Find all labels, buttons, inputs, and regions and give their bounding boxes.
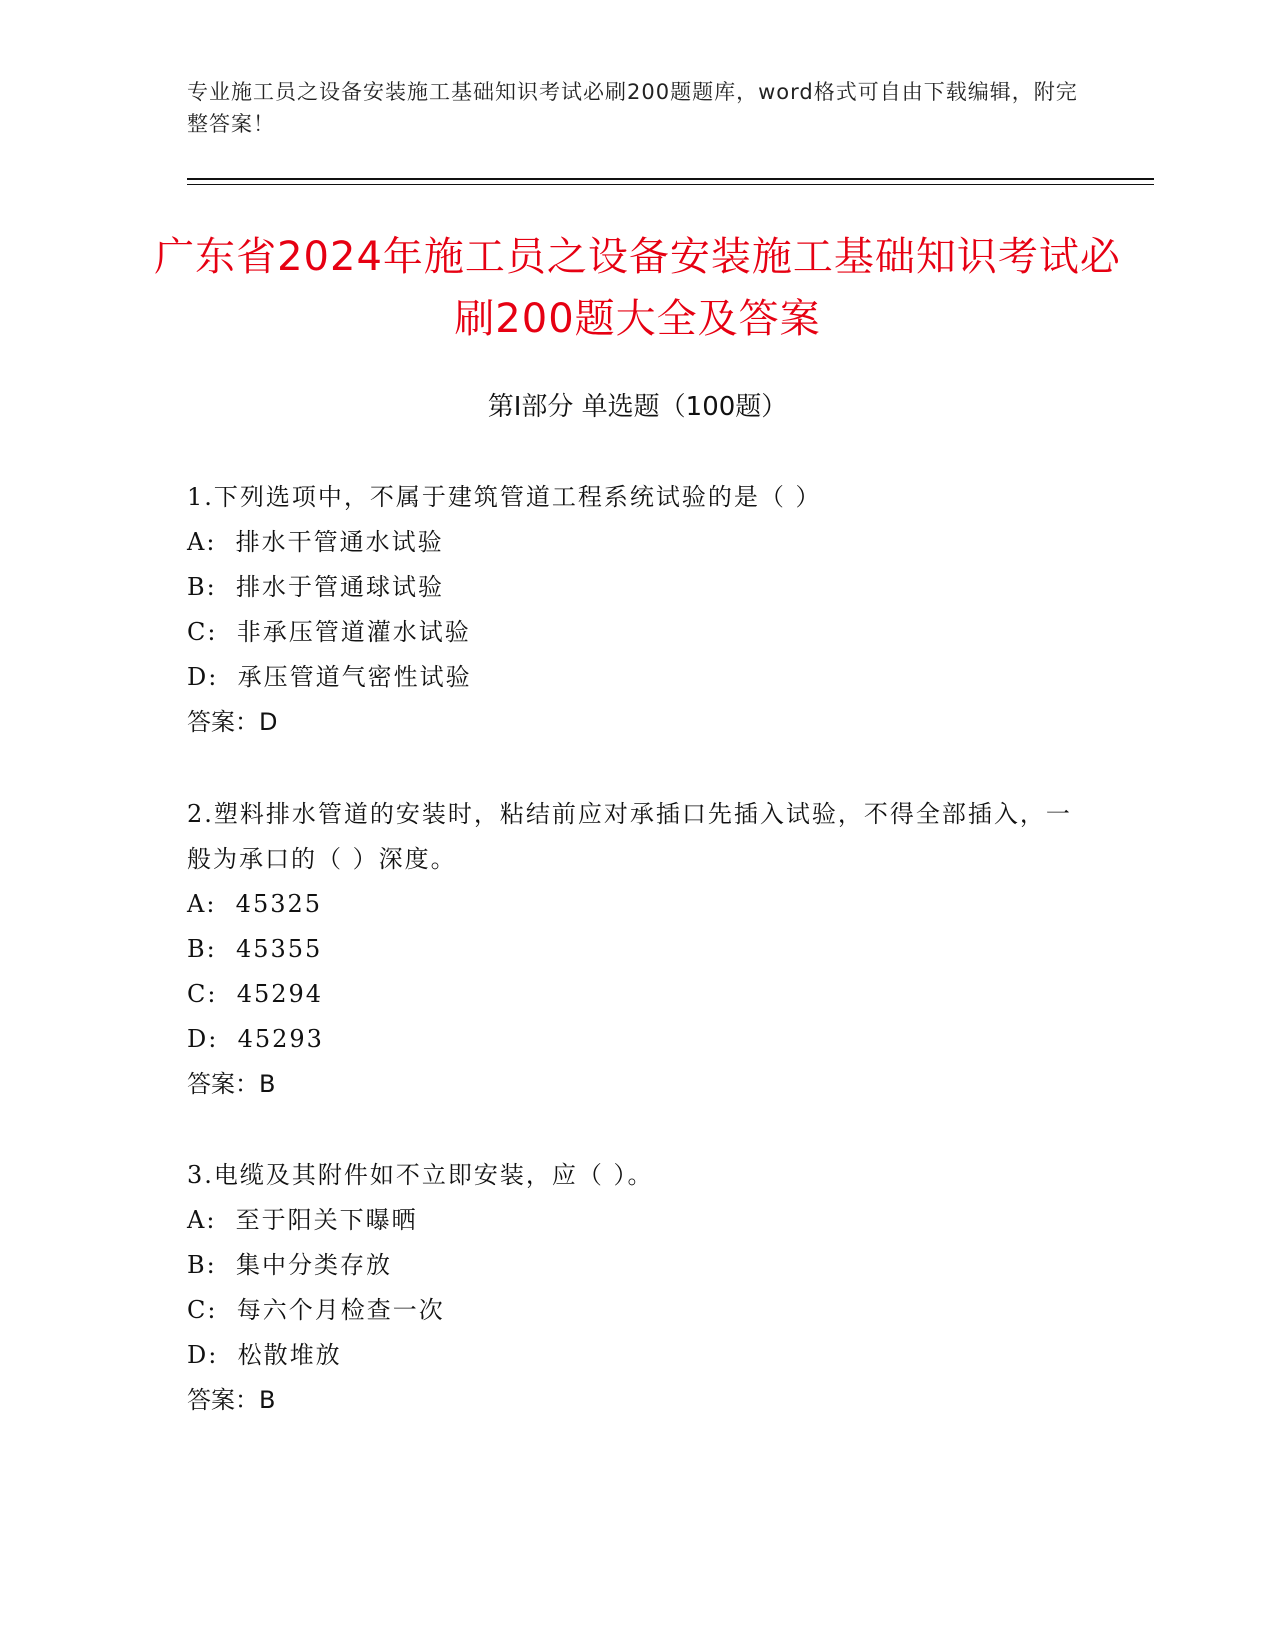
option-d: D: 承压管道气密性试验 xyxy=(187,663,472,691)
question-block xyxy=(187,475,1087,745)
question-block xyxy=(187,1153,1087,1423)
document-title: 广东省2024年施工员之设备安装施工基础知识考试必刷200题大全及答案 xyxy=(154,234,1121,342)
option-a: A: 排水干管通水试验 xyxy=(187,528,444,556)
option-d: D: 松散堆放 xyxy=(187,1341,342,1369)
header-note: 专业施工员之设备安装施工基础知识考试必刷200题题库，word格式可自由下载编辑，附完整答案！ xyxy=(187,80,1078,136)
option-c: C: 45294 xyxy=(187,980,324,1008)
question-stem: 1.下列选项中，不属于建筑管道工程系统试验的是（ ） xyxy=(187,483,822,511)
option-b: B: 45355 xyxy=(187,935,323,963)
section-heading: 第I部分 单选题（100题） xyxy=(487,392,788,422)
answer-line: 答案：D xyxy=(187,708,278,736)
option-d: D: 45293 xyxy=(187,1025,324,1053)
answer-line: 答案：B xyxy=(187,1070,276,1098)
question-stem: 2.塑料排水管道的安装时，粘结前应对承插口先插入试验，不得全部插入，一般为承口的（ ）深度。 xyxy=(187,800,1072,873)
option-c: C: 每六个月检查一次 xyxy=(187,1296,445,1324)
question-block xyxy=(187,792,1087,1107)
option-b: B: 排水于管通球试验 xyxy=(187,573,444,601)
answer-line: 答案：B xyxy=(187,1386,276,1414)
option-a: A: 45325 xyxy=(187,890,323,918)
option-c: C: 非承压管道灌水试验 xyxy=(187,618,471,646)
option-a: A: 至于阳关下曝晒 xyxy=(187,1206,418,1234)
header-divider-thick xyxy=(187,178,1154,180)
option-b: B: 集中分类存放 xyxy=(187,1251,392,1279)
header-divider-thin xyxy=(187,184,1154,185)
question-stem: 3.电缆及其附件如不立即安装，应（ ）。 xyxy=(187,1161,654,1189)
